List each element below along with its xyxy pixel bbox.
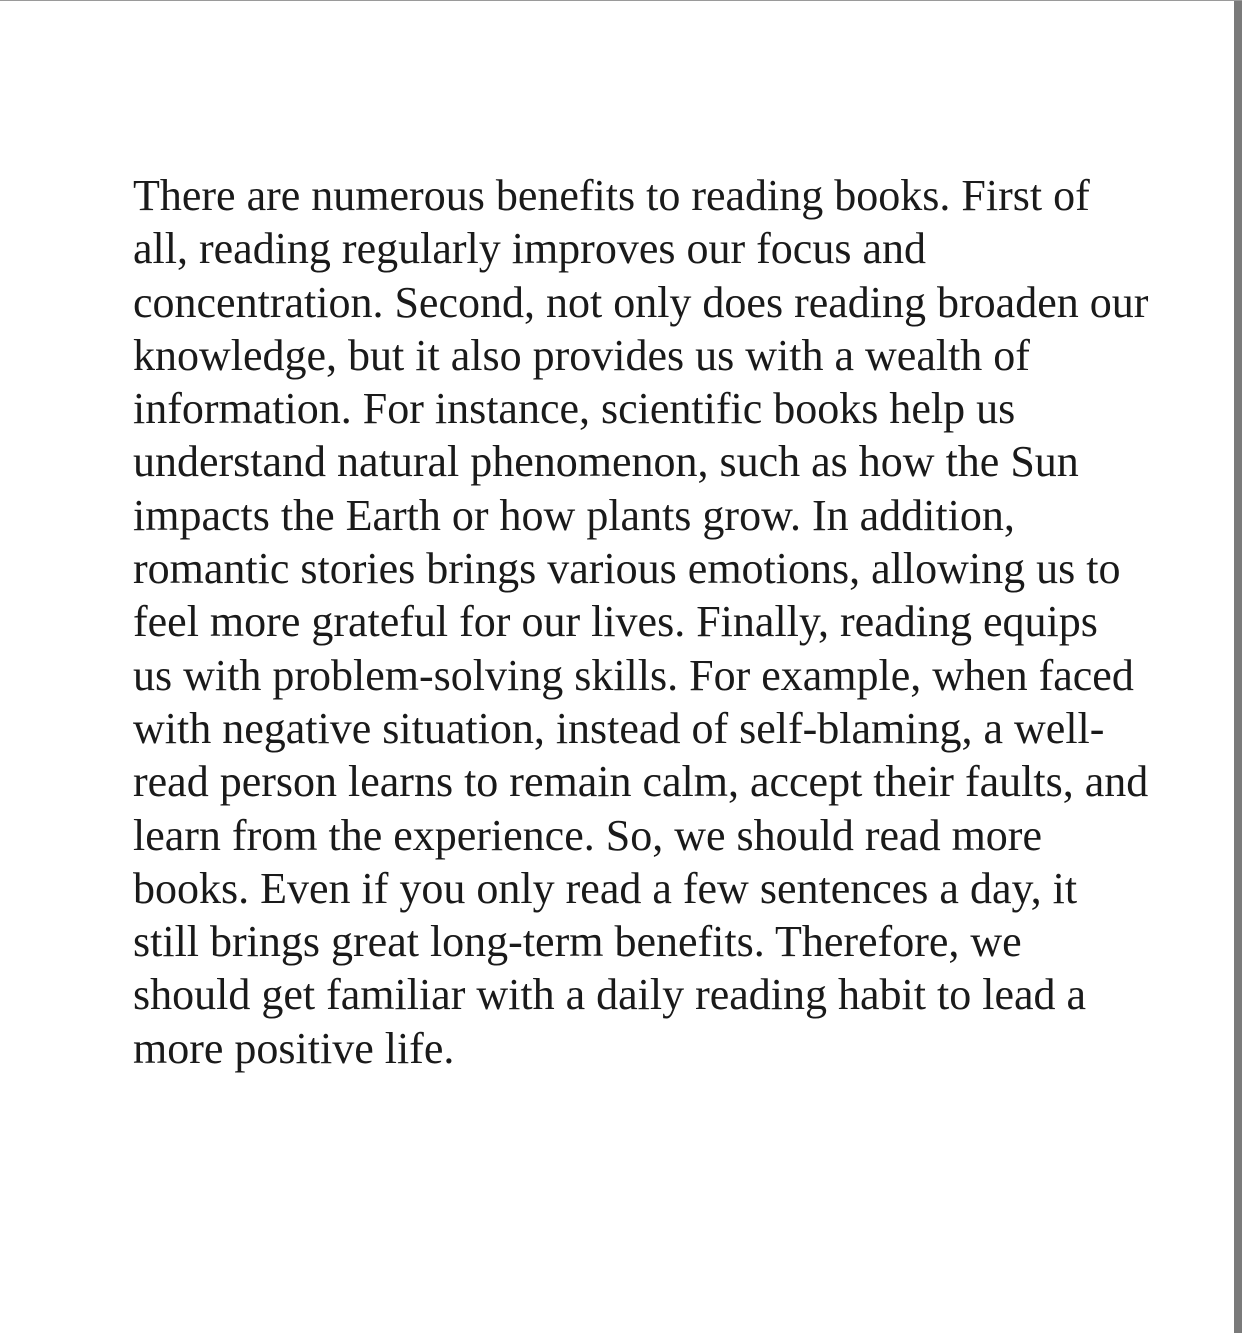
paragraph-line: all, reading regularly improves our focus and (133, 224, 926, 274)
page-edge-bar (1234, 1, 1242, 1333)
paragraph-line: still brings great long-term benefits. Therefore, we (133, 917, 1022, 967)
paragraph-line: should get familiar with a daily reading habit to lead a (133, 970, 1087, 1020)
paragraph-line: impacts the Earth or how plants grow. In addition, (133, 490, 1015, 540)
paragraph-line: books. Even if you only read a few sentences a day, it (133, 863, 1078, 913)
paragraph-line: understand natural phenomenon, such as how the Sun (133, 437, 1079, 487)
paragraph-line: more positive life. (133, 1023, 455, 1073)
paragraph-line: concentration. Second, not only does reading broaden our (133, 277, 1149, 327)
paragraph-line: romantic stories brings various emotions, allowing us to (133, 544, 1121, 594)
paragraph-line: read person learns to remain calm, accept their faults, and (133, 757, 1149, 807)
paragraph-line: There are numerous benefits to reading books. First of (133, 171, 1090, 220)
paragraph-line: us with problem-solving skills. For example, when faced (133, 650, 1134, 700)
paragraph-line: feel more grateful for our lives. Finally, reading equips (133, 597, 1098, 647)
paragraph-line: with negative situation, instead of self-blaming, a well- (133, 703, 1105, 753)
paragraph-line: learn from the experience. So, we should read more (133, 810, 1042, 860)
essay-paragraph (133, 169, 1203, 1075)
paragraph-line: knowledge, but it also provides us with a wealth of (133, 330, 1030, 380)
paragraph-line: information. For instance, scientific books help us (133, 384, 1016, 434)
